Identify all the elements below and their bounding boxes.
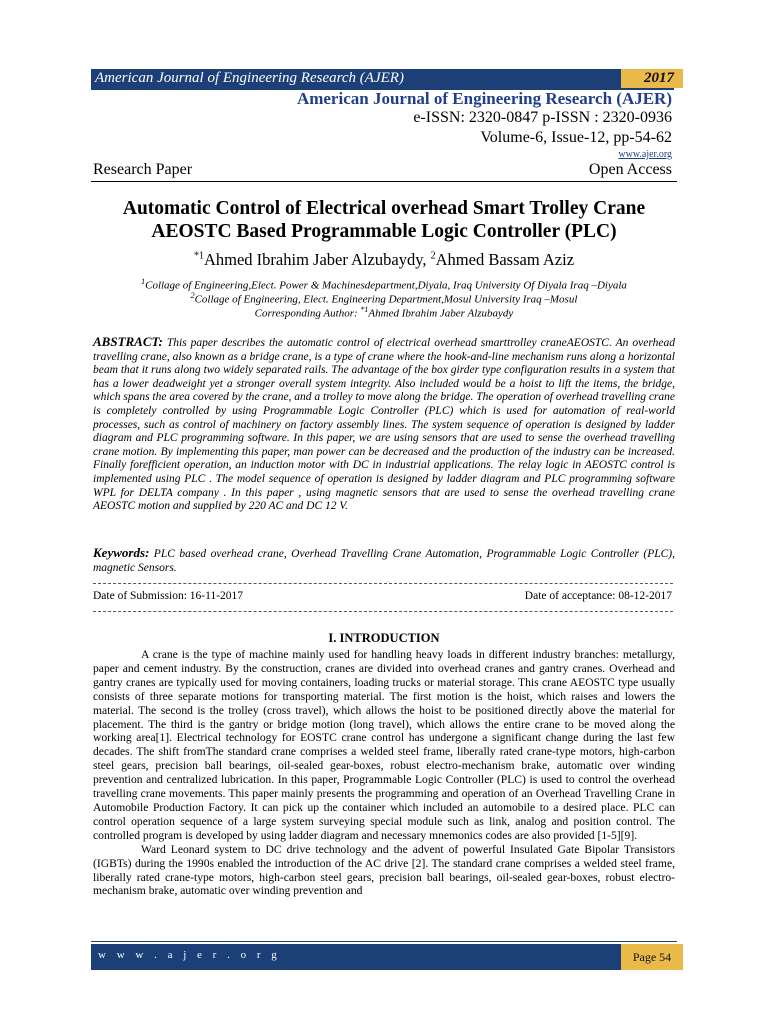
affiliation-1-text: Collage of Engineering,Elect. Power & Machinesdepartment,Diyala, Iraq University Of Diyala Iraq –Diyala (145, 279, 627, 292)
author1-superscript: *1 (193, 250, 204, 262)
year-badge: 2017 (621, 69, 683, 88)
paper-title-line1: Automatic Control of Electrical overhead Smart Trolley Crane (122, 198, 646, 219)
keywords-label: Keywords: (93, 545, 150, 560)
footer-website[interactable]: w w w . a j e r . o r g (98, 949, 281, 961)
header-banner (91, 69, 683, 88)
acceptance-date: Date of acceptance: 08-12-2017 (524, 590, 672, 602)
intro-paragraph-2: Ward Leonard system to DC drive technology and the advent of powerful Insulated Gate Bipolar Transistors (IGBTs) during the 1990s enabled the introduction of the AC drive [2]. The standard crane comprises a welded steel frame, liberally rated crane-type motors, high-carbon steel gears, precision ball bearings, oil-sealed gear-boxes, robust electro-mechanism brake, automatic over winding prevention and (93, 842, 675, 898)
issn: e-ISSN: 2320-0847 p-ISSN : 2320-0936 (413, 109, 672, 126)
intro-paragraph-1: A crane is the type of machine mainly used for handling heavy loads in different industry branches: metallurgy, paper and cement industry. By the construction, cranes are divided into overhead cranes and gantry cranes. Overhead and gantry cranes are typically used for moving containers, loading trucks or material storage. This crane AEOSTC type usually consists of three separate motions for transporting material. The first motion is the hoist, which raises and lowers the material. The second is the trolley (cross travel), which allows the hoist to be positioned directly above the material for placement. The third is the gantry or bridge motion (long travel), which allows the entire crane to be moved along the working area[1]. Electrical technology for EOSTC crane control has undergone a significant change during the last few decades. The shift fromThe standard crane comprises a welded steel frame, liberally rated crane-type motors, high-carbon steel gears, precision ball bearings, oil-sealed gear-boxes, robust electro-mechanism brake, automatic over winding prevention and centralized lubrication. In this paper, Programmable Logic Controller (PLC) is used to control the overhead travelling crane movements. This paper mainly presents the programming and operation of an Overhead Travelling Crane in Automobile Production Factory. It can pick up the container which included an automobile to a desired place. PLC can control operation sequence of a large system surveying special module such as link, analog and position control. The controlled program is developed by using ladder diagram and necessary mnemonics codes are also provided [1-5][9]. (93, 648, 675, 842)
author1: Ahmed Ibrahim Jaber Alzubaydy, (203, 250, 431, 269)
corresponding-author (82, 304, 686, 320)
abstract (93, 335, 675, 514)
dashed-divider-bottom (93, 611, 673, 612)
authors (82, 250, 686, 270)
paper-title-line2: AEOSTC Based Programmable Logic Controller (PLC) (151, 221, 617, 242)
running-journal-title: American Journal of Engineering Research (AJER) (95, 70, 404, 86)
corresponding-author-superscript: *1 (360, 305, 369, 314)
footer-rule (91, 941, 677, 942)
author2: Ahmed Bassam Aziz (435, 250, 575, 269)
corresponding-author-prefix: Corresponding Author: (254, 307, 361, 320)
section-heading-introduction: I. INTRODUCTION (328, 631, 440, 645)
divider (91, 181, 677, 182)
volume-info: Volume-6, Issue-12, pp-54-62 (480, 129, 672, 146)
dashed-divider-top (93, 583, 673, 584)
access-type: Open Access (588, 161, 672, 178)
journal-website-link[interactable]: www.ajer.org (618, 149, 672, 160)
footer-banner (91, 944, 683, 970)
abstract-text: This paper describes the automatic control of electrical overhead smarttrolley craneAEOSTC. An overhead travelling crane, also known as a bridge crane, is a type of crane where the hook-and-line mechanism runs along a horizontal beam that it runs along two widely separated rails. The advantage of the box girder type configuration results in a system that has a lower deadweight yet a stronger overall system integrity. Also included would be a hoist to lift the items, the bridge, which spans the area covered by the crane, and a trolley to move along the bridge. The operation of overhead travelling crane is completely controlled by using Programmable Logic Controller (PLC) which is used for automation of real-world processes, such as control of machinery on factory assembly lines. The system sequence of operation is designed by ladder diagram and PLC programming software. In this paper, we are using sensors that are used to sense the overhead travelling crane motion. By implementing this paper, man power can be decreased and the production of the industry can be increased. Finally forefficient operation, an induction motor with DC in industrial applications. The relay logic in AEOSTC control is implemented using PLC . The model sequence of operation is designed by ladder diagram and PLC programming software WPL for DELTA company . In this paper , using magnetic sensors that are used to sense the overhead travelling crane AEOSTC motion and supplied by 220 AC and DC 12 V. (93, 337, 676, 513)
abstract-label: ABSTRACT: (93, 334, 163, 349)
paper-title (82, 197, 686, 243)
affiliation-1-superscript: 1 (141, 277, 146, 286)
keywords (93, 546, 675, 575)
page-number: Page 54 (621, 944, 683, 970)
corresponding-author-name: Ahmed Ibrahim Jaber Alzubaydy (368, 307, 514, 320)
paper-type: Research Paper (93, 161, 193, 178)
journal-title: American Journal of Engineering Research (AJER) (296, 89, 672, 108)
submission-date: Date of Submission: 16-11-2017 (93, 590, 244, 602)
affiliation-2-superscript: 2 (190, 291, 195, 300)
affiliation-2-text: Collage of Engineering, Elect. Engineering Department,Mosul University Iraq –Mosul (194, 293, 578, 306)
keywords-text: PLC based overhead crane, Overhead Travelling Crane Automation, Programmable Logic Controller (PLC), magnetic Sensors. (93, 548, 675, 574)
intro-body (93, 648, 675, 898)
author2-superscript: 2 (430, 250, 436, 262)
